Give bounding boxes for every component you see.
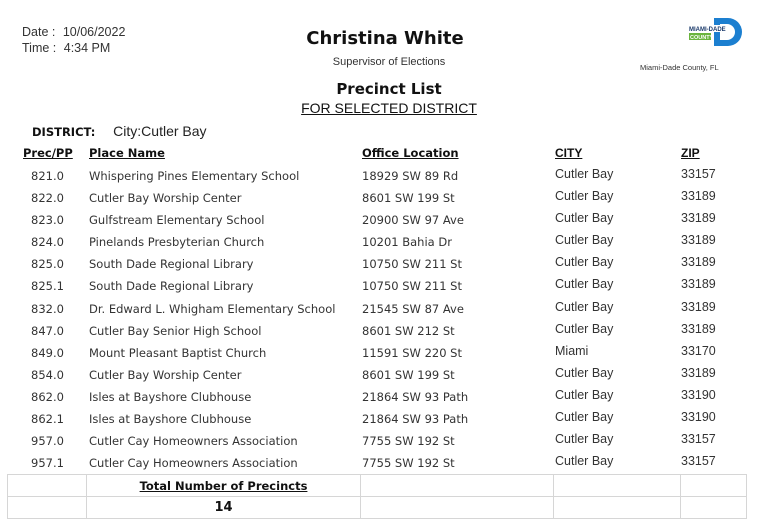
column-header-prec: Prec/PP	[23, 146, 73, 160]
cell-city: Cutler Bay	[555, 432, 614, 447]
cell-place: Pinelands Presbyterian Church	[89, 235, 265, 250]
svg-text:MIAMI-DADE: MIAMI-DADE	[689, 27, 726, 33]
district-value: City:Cutler Bay	[113, 123, 207, 139]
cell-prec: 832.0	[31, 301, 64, 316]
cell-office: 8601 SW 212 St	[362, 323, 455, 338]
miami-dade-logo	[684, 18, 742, 46]
column-header-office-location: Office Location	[362, 146, 459, 160]
cell-place: Mount Pleasant Baptist Church	[89, 345, 267, 360]
cell-place: South Dade Regional Library	[89, 257, 254, 272]
table-row	[0, 210, 760, 232]
summary-empty-cell	[361, 475, 554, 497]
cell-zip: 33189	[681, 321, 716, 336]
cell-city: Cutler Bay	[555, 321, 614, 336]
cell-office: 10750 SW 211 St	[362, 257, 462, 272]
cell-city: Cutler Bay	[555, 189, 614, 204]
cell-office: 21864 SW 93 Path	[362, 412, 469, 427]
cell-prec: 824.0	[31, 235, 64, 250]
cell-prec: 862.0	[31, 389, 64, 404]
cell-city: Cutler Bay	[555, 211, 614, 226]
table-row	[0, 453, 760, 475]
cell-city: Cutler Bay	[555, 255, 614, 270]
time-value: 4:34 PM	[63, 41, 111, 55]
cell-place: Cutler Cay Homeowners Association	[89, 456, 298, 471]
cell-zip: 33189	[681, 233, 716, 248]
county-logo-icon	[684, 18, 742, 46]
cell-prec: 854.0	[31, 367, 64, 382]
cell-zip: 33190	[681, 387, 716, 402]
cell-city: Cutler Bay	[555, 233, 614, 248]
cell-zip: 33170	[681, 343, 716, 358]
cell-place: Cutler Bay Worship Center	[89, 367, 242, 382]
cell-office: 18929 SW 89 Rd	[362, 169, 459, 183]
summary-empty-cell	[361, 497, 554, 519]
cell-office: 21545 SW 87 Ave	[362, 301, 464, 316]
total-precincts-label: Total Number of Precincts	[87, 475, 361, 497]
table-row	[0, 254, 760, 276]
cell-zip: 33189	[681, 211, 716, 226]
summary-label-row	[8, 475, 747, 497]
cell-office: 8601 SW 199 St	[362, 191, 455, 206]
supervisor-name: Christina White	[306, 28, 464, 49]
cell-place: Gulfstream Elementary School	[89, 213, 265, 228]
cell-city: Cutler Bay	[555, 387, 614, 402]
cell-city: Cutler Bay	[555, 167, 614, 181]
table-row	[0, 431, 760, 453]
cell-place: Dr. Edward L. Whigham Elementary School	[89, 301, 336, 316]
summary-empty-cell	[681, 475, 747, 497]
cell-prec: 957.1	[31, 456, 64, 471]
time-label: Time :	[22, 41, 57, 55]
cell-place: Whispering Pines Elementary School	[89, 169, 300, 183]
cell-prec: 957.0	[31, 434, 64, 449]
summary-empty-cell	[8, 475, 87, 497]
cell-zip: 33189	[681, 365, 716, 380]
date-label: Date :	[22, 25, 56, 39]
cell-zip: 33157	[681, 167, 716, 181]
cell-place: South Dade Regional Library	[89, 279, 254, 294]
table-row	[0, 409, 760, 431]
cell-place: Isles at Bayshore Clubhouse	[89, 389, 252, 404]
cell-place: Cutler Bay Senior High School	[89, 323, 262, 338]
cell-place: Cutler Cay Homeowners Association	[89, 434, 298, 449]
cell-prec: 825.0	[31, 257, 64, 272]
summary-empty-cell	[8, 497, 87, 519]
cell-office: 7755 SW 192 St	[362, 456, 455, 471]
cell-prec: 862.1	[31, 412, 64, 427]
report-subtitle: FOR SELECTED DISTRICT	[301, 100, 477, 116]
cell-office: 11591 SW 220 St	[362, 345, 462, 360]
cell-zip: 33157	[681, 432, 716, 447]
cell-zip: 33189	[681, 189, 716, 204]
cell-city: Cutler Bay	[555, 454, 614, 469]
svg-text:COUNTY: COUNTY	[690, 35, 714, 41]
summary-empty-cell	[554, 497, 681, 519]
table-row	[0, 166, 760, 188]
cell-place: Isles at Bayshore Clubhouse	[89, 412, 252, 427]
supervisor-title: Supervisor of Elections	[332, 56, 446, 68]
table-row	[0, 299, 760, 321]
precinct-table-body	[0, 166, 760, 475]
cell-office: 10750 SW 211 St	[362, 279, 462, 294]
table-row	[0, 232, 760, 254]
total-precincts-count: 14	[87, 497, 361, 519]
cell-office: 8601 SW 199 St	[362, 367, 455, 382]
cell-zip: 33189	[681, 277, 716, 292]
table-row	[0, 321, 760, 343]
cell-prec: 822.0	[31, 191, 64, 206]
county-name: Miami-Dade County, FL	[640, 63, 719, 72]
column-header-place-name: Place Name	[89, 146, 165, 160]
cell-office: 21864 SW 93 Path	[362, 389, 469, 404]
precinct-total-summary	[7, 474, 747, 519]
column-header-city: CITY	[555, 146, 583, 160]
table-row	[0, 276, 760, 298]
cell-zip: 33190	[681, 410, 716, 425]
table-row	[0, 343, 760, 365]
column-header-zip: ZIP	[681, 146, 700, 160]
cell-city: Cutler Bay	[555, 299, 614, 314]
summary-empty-cell	[681, 497, 747, 519]
summary-value-row	[8, 497, 747, 519]
summary-empty-cell	[554, 475, 681, 497]
cell-office: 7755 SW 192 St	[362, 434, 455, 449]
cell-city: Cutler Bay	[555, 410, 614, 425]
district-label: DISTRICT:	[32, 125, 96, 139]
cell-city: Cutler Bay	[555, 365, 614, 380]
cell-prec: 849.0	[31, 345, 64, 360]
cell-office: 20900 SW 97 Ave	[362, 213, 464, 228]
cell-zip: 33189	[681, 299, 716, 314]
cell-prec: 823.0	[31, 213, 64, 228]
cell-zip: 33157	[681, 454, 716, 469]
cell-zip: 33189	[681, 255, 716, 270]
cell-prec: 847.0	[31, 323, 64, 338]
cell-prec: 825.1	[31, 279, 64, 294]
table-row	[0, 365, 760, 387]
report-title: Precinct List	[336, 80, 442, 98]
cell-city: Cutler Bay	[555, 277, 614, 292]
table-row	[0, 188, 760, 210]
district-filter	[32, 123, 207, 139]
cell-place: Cutler Bay Worship Center	[89, 191, 242, 206]
cell-office: 10201 Bahia Dr	[362, 235, 452, 250]
table-row	[0, 387, 760, 409]
cell-city: Miami	[555, 343, 589, 358]
cell-prec: 821.0	[31, 169, 64, 183]
date-value: 10/06/2022	[62, 25, 126, 39]
